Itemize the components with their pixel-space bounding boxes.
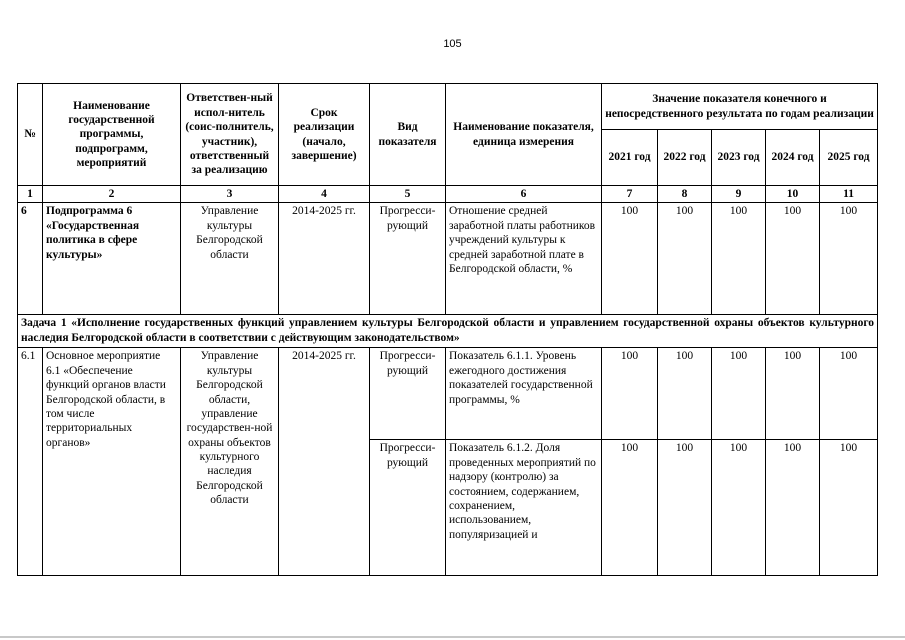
header-program: Наименование государственной программы, подпрограмм, мероприятий	[43, 84, 181, 186]
column-number: 11	[820, 186, 878, 203]
subprogram-type: Прогресси-рующий	[370, 203, 446, 315]
value-cell: 100	[712, 348, 766, 440]
value-cell: 100	[602, 203, 658, 315]
event-indicator: Показатель 6.1.2. Доля проведенных мероприятий по надзору (контролю) за состоянием, содержанием, сохранением, использованием, популяризацией и	[446, 440, 602, 576]
header-year: 2023 год	[712, 130, 766, 186]
event-type: Прогресси-рующий	[370, 348, 446, 440]
column-number: 1	[18, 186, 43, 203]
event-num: 6.1	[18, 348, 43, 576]
header-num: №	[18, 84, 43, 186]
value-cell: 100	[712, 440, 766, 576]
column-number: 2	[43, 186, 181, 203]
column-number: 8	[658, 186, 712, 203]
column-number-row	[18, 186, 878, 203]
subprogram-num: 6	[18, 203, 43, 315]
header-responsible: Ответствен-ный испол-нитель (соис-полнитель, участник), ответственный за реализацию	[181, 84, 279, 186]
indicator-table	[17, 83, 878, 576]
value-cell: 100	[658, 348, 712, 440]
header-year: 2024 год	[766, 130, 820, 186]
column-number: 4	[279, 186, 370, 203]
event-term: 2014-2025 гг.	[279, 348, 370, 576]
column-number: 6	[446, 186, 602, 203]
event-row-indicator-1	[18, 348, 878, 440]
page-number: 105	[443, 38, 462, 50]
header-year: 2025 год	[820, 130, 878, 186]
event-name: Основное мероприятие 6.1 «Обеспечение функций органов власти Белгородской области, в том числе территориальных органов»	[43, 348, 181, 576]
task-row	[18, 315, 878, 348]
subprogram-term: 2014-2025 гг.	[279, 203, 370, 315]
header-value-group: Значение показателя конечного и непосредственного результата по годам реализации	[602, 84, 878, 130]
value-cell: 100	[766, 348, 820, 440]
column-number: 3	[181, 186, 279, 203]
value-cell: 100	[820, 348, 878, 440]
header-term: Срок реализации (начало, завершение)	[279, 84, 370, 186]
event-indicator: Показатель 6.1.1. Уровень ежегодного достижения показателей государственной программы, %	[446, 348, 602, 440]
column-number: 9	[712, 186, 766, 203]
column-number: 5	[370, 186, 446, 203]
scan-edge-line	[0, 636, 905, 638]
value-cell: 100	[602, 348, 658, 440]
header-type: Вид показателя	[370, 84, 446, 186]
header-row	[18, 84, 878, 130]
column-number: 7	[602, 186, 658, 203]
value-cell: 100	[766, 203, 820, 315]
subprogram-name: Подпрограмма 6 «Государственная политика в сфере культуры»	[43, 203, 181, 315]
value-cell: 100	[820, 203, 878, 315]
subprogram-responsible: Управление культуры Белгородской области	[181, 203, 279, 315]
value-cell: 100	[602, 440, 658, 576]
subprogram-indicator: Отношение средней заработной платы работников учреждений культуры к средней заработной плате в Белгородской области, %	[446, 203, 602, 315]
header-year: 2022 год	[658, 130, 712, 186]
event-responsible: Управление культуры Белгородской области, управление государствен-ной охраны объектов культурного наследия Белгородской области	[181, 348, 279, 576]
event-type: Прогресси-рующий	[370, 440, 446, 576]
value-cell: 100	[658, 440, 712, 576]
subprogram-row	[18, 203, 878, 315]
header-indicator: Наименование показателя, единица измерения	[446, 84, 602, 186]
column-number: 10	[766, 186, 820, 203]
value-cell: 100	[820, 440, 878, 576]
value-cell: 100	[712, 203, 766, 315]
header-year: 2021 год	[602, 130, 658, 186]
value-cell: 100	[766, 440, 820, 576]
task-text: Задача 1 «Исполнение государственных функций управлением культуры Белгородской области и управлением государственной охраны объектов культурного наследия Белгородской области в соответствии с действующим законодательством»	[18, 315, 878, 348]
value-cell: 100	[658, 203, 712, 315]
